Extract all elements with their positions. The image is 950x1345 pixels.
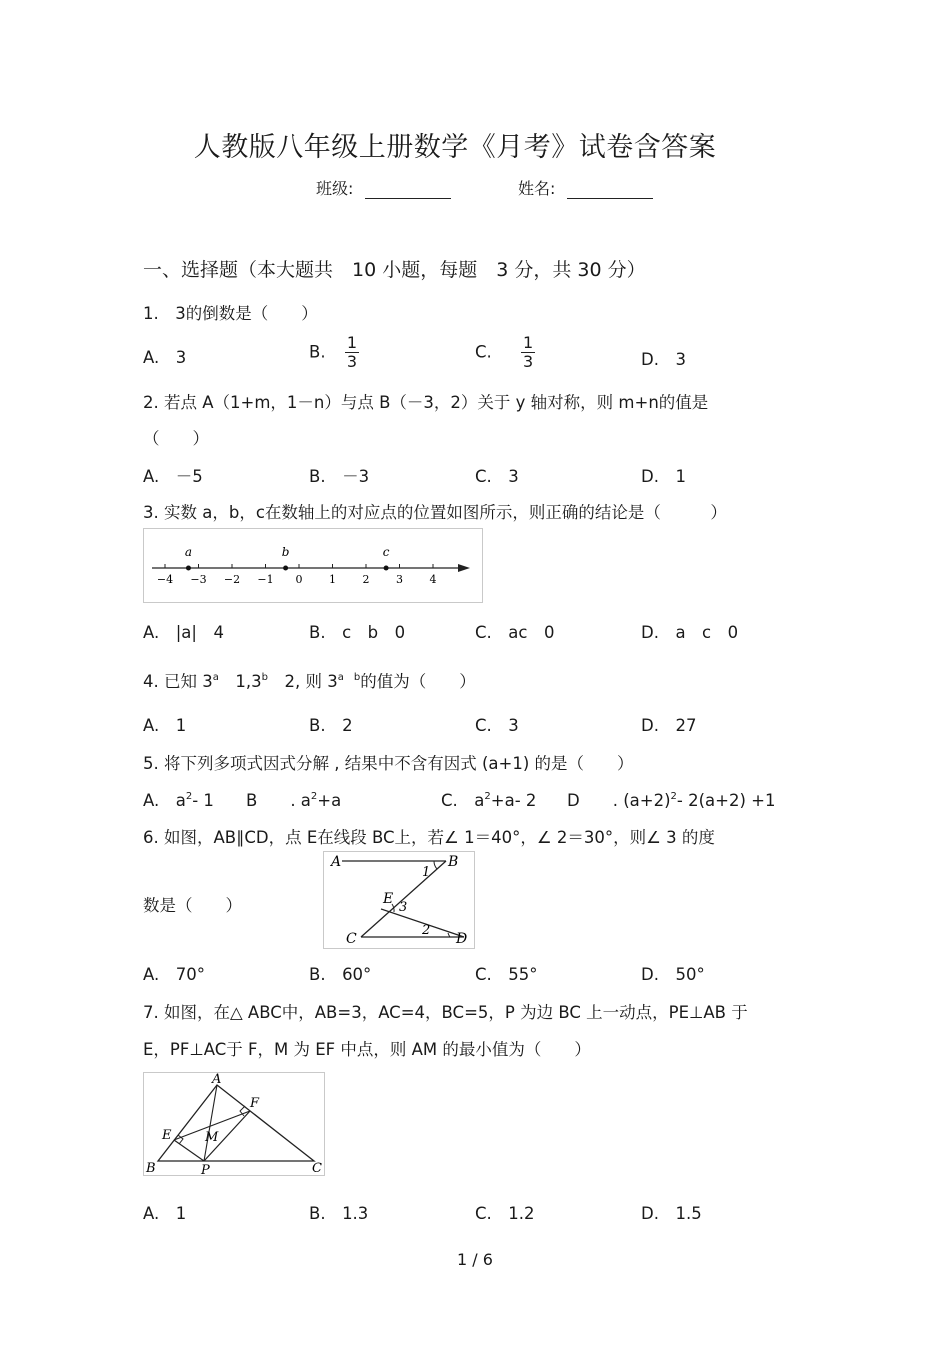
- q2-option-a[interactable]: A. －5: [143, 467, 203, 486]
- q3-option-d[interactable]: D. a c 0: [641, 623, 739, 642]
- q5-option-c[interactable]: C. $a^2+a-$ 2: [441, 791, 537, 810]
- q2-option-d[interactable]: D. 1: [641, 467, 686, 486]
- tick-label: −3: [190, 573, 207, 586]
- q7-option-c[interactable]: C. 1.2: [475, 1204, 535, 1223]
- question-6: 6. 如图，AB∥CD，点 E在线段 BC上，若∠ 1＝40°，∠ 2＝30°，则∠ 3 的度: [143, 828, 715, 847]
- tick-label: 4: [429, 573, 437, 586]
- page-title: 人教版八年级上册数学《月考》试卷含答案: [193, 132, 717, 163]
- triangle-figure: [143, 1072, 325, 1176]
- q7-option-d[interactable]: D. 1.5: [641, 1204, 702, 1223]
- q6-option-d[interactable]: D. 50°: [641, 965, 705, 984]
- question-3: 3. 实数 a，b，c在数轴上的对应点的位置如图所示，则正确的结论是（ ）: [143, 503, 727, 522]
- question-2: 2. 若点 A（1+m，1－n）与点 B（－3，2）关于 y 轴对称，则 m+n的值是: [143, 393, 709, 412]
- label-E: E: [162, 1128, 172, 1143]
- q7-option-b[interactable]: B. 1.3: [309, 1204, 369, 1223]
- arrow-icon: [458, 564, 470, 572]
- q1-b-fraction: $\frac{1}{3}$: [346, 333, 358, 372]
- point-label-c: c: [382, 545, 390, 559]
- q3-option-a[interactable]: A. |a| 4: [143, 623, 224, 642]
- label-1: 1: [422, 865, 431, 880]
- label-A: A: [331, 854, 342, 870]
- label-C: C: [312, 1161, 322, 1175]
- tick-label: −4: [156, 573, 174, 586]
- label-M: M: [205, 1130, 219, 1145]
- tick-label: 1: [329, 573, 336, 586]
- question-5: 5. 将下列多项式因式分解 , 结果中不含有因式 (a+1) 的是（ ）: [143, 754, 634, 773]
- q3-option-c[interactable]: C. ac 0: [475, 623, 555, 642]
- number-line-figure: [143, 528, 483, 603]
- name-label: 姓名:: [518, 179, 556, 198]
- q5-option-d[interactable]: D . $(a+2)^2-$ 2(a+2) +1: [567, 791, 776, 810]
- q1-option-a[interactable]: A. 3: [143, 348, 187, 367]
- q1-b-label: B.: [309, 342, 326, 362]
- label-D: D: [456, 931, 468, 947]
- page-number: 1 / 6: [457, 1250, 493, 1269]
- question-6-cont: 数是（ ）: [143, 896, 242, 915]
- q6-option-c[interactable]: C. 55°: [475, 965, 538, 984]
- q4-option-c[interactable]: C. 3: [475, 716, 519, 735]
- parallel-lines-figure: [323, 851, 475, 949]
- q5-option-b[interactable]: B . $a^2+a$: [246, 791, 342, 810]
- label-P: P: [201, 1163, 210, 1175]
- tick-label: 0: [295, 573, 303, 586]
- q1-option-c[interactable]: [475, 334, 535, 372]
- label-C: C: [346, 931, 357, 947]
- label-B: B: [146, 1161, 156, 1175]
- q7-option-a[interactable]: A. 1: [143, 1204, 187, 1223]
- q2-option-c[interactable]: C. 3: [475, 467, 519, 486]
- q3-option-b[interactable]: B. c b 0: [309, 623, 406, 642]
- label-A: A: [212, 1073, 222, 1087]
- q2-option-b[interactable]: B. －3: [309, 467, 370, 486]
- class-field[interactable]: [316, 176, 451, 199]
- q6-option-b[interactable]: B. 60°: [309, 965, 372, 984]
- point-label-b: b: [281, 545, 290, 559]
- q1-c-fraction: $\frac{1}{3}$: [523, 333, 534, 372]
- question-4: 4. 已知 3$^a$ 1,3$^b$ 2, 则 $3^{a b}$的值为（ ）: [143, 672, 476, 691]
- tick-label: 2: [362, 573, 370, 586]
- tick-label: −1: [257, 573, 274, 586]
- q4-option-d[interactable]: D. 27: [641, 716, 697, 735]
- point-c: [384, 566, 389, 571]
- name-field[interactable]: [518, 176, 653, 199]
- q1-c-label: C.: [475, 342, 492, 362]
- class-blank[interactable]: [365, 184, 451, 199]
- q1-option-b[interactable]: [309, 334, 359, 372]
- section-heading: 一、选择题（本大题共 10 小题，每题 3 分，共 30 分）: [143, 259, 646, 281]
- label-3: 3: [399, 900, 408, 915]
- class-label: 班级:: [316, 179, 354, 198]
- q1-option-d[interactable]: D. 3: [641, 350, 686, 369]
- q5-option-a[interactable]: A. $a^2-$ 1: [143, 791, 214, 810]
- label-F: F: [250, 1096, 260, 1111]
- point-a: [186, 566, 191, 571]
- q4-option-b[interactable]: B. 2: [309, 716, 353, 735]
- label-B: B: [448, 854, 459, 870]
- label-E: E: [383, 891, 394, 907]
- q4-option-a[interactable]: A. 1: [143, 716, 187, 735]
- point-label-a: a: [184, 545, 193, 559]
- question-1: 1. 3的倒数是（ ）: [143, 304, 318, 323]
- name-blank[interactable]: [567, 184, 653, 199]
- question-7-cont: E，PF⊥AC于 F，M 为 EF 中点，则 AM 的最小值为（ ）: [143, 1040, 591, 1059]
- q6-option-a[interactable]: A. 70°: [143, 965, 205, 984]
- tick-label: −2: [223, 573, 241, 586]
- label-2: 2: [422, 923, 431, 938]
- question-7: 7. 如图，在△ ABC中，AB=3，AC=4，BC=5，P 为边 BC 上一动点，PE⊥AB 于: [143, 1003, 748, 1022]
- question-2-cont: （ ）: [143, 429, 209, 448]
- point-b: [283, 566, 288, 571]
- tick-label: 3: [396, 573, 403, 586]
